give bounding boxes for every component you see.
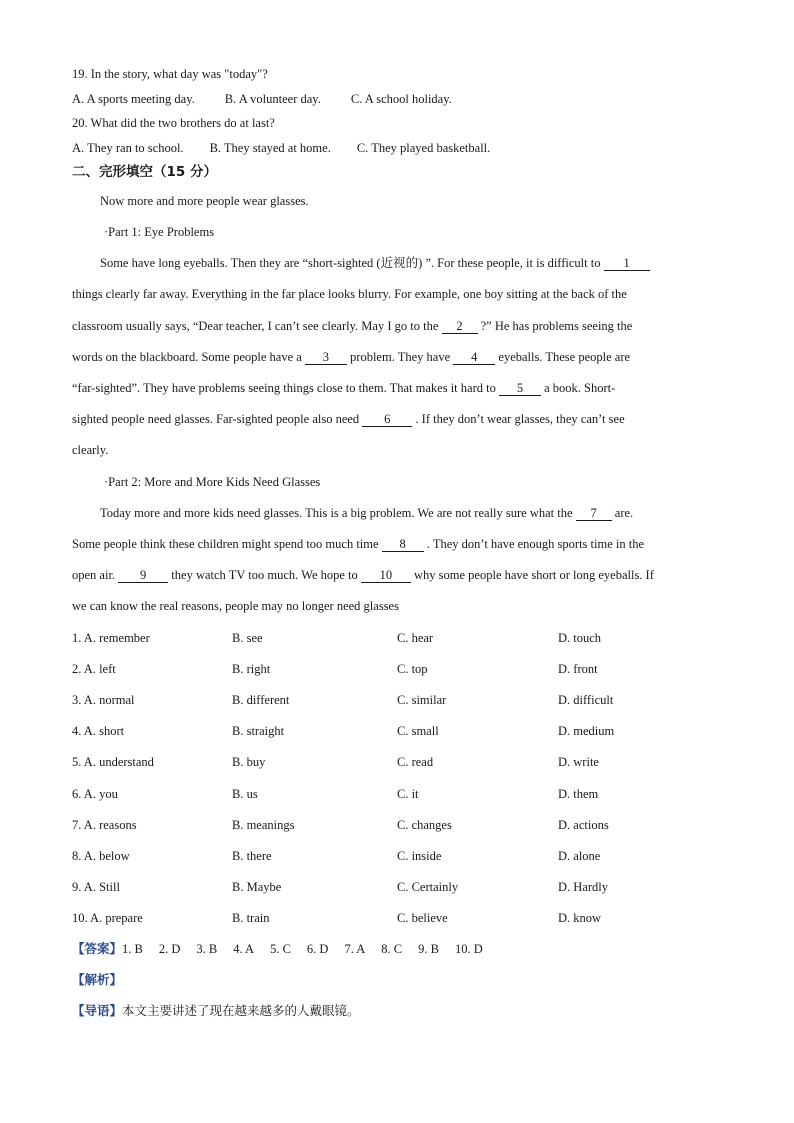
answer-item: 9. B — [418, 942, 439, 956]
choice-c[interactable]: C. similar — [397, 693, 447, 707]
blank-5[interactable]: 5 — [499, 382, 541, 396]
choice-b[interactable]: B. right — [232, 662, 271, 676]
choice-a[interactable]: 10. A. prepare — [72, 911, 143, 925]
choice-c[interactable]: C. top — [397, 662, 428, 676]
analysis-heading — [72, 972, 122, 988]
answer-item: 7. A — [344, 942, 366, 956]
option: B. A volunteer day. — [224, 92, 321, 106]
question-19-stem: 19. In the story, what day was "today"? — [72, 67, 268, 81]
blank-9[interactable]: 9 — [118, 569, 168, 583]
choice-c[interactable]: C. read — [397, 755, 434, 769]
choice-b[interactable]: B. meanings — [232, 818, 295, 832]
passage-line: classroom usually says, “Dear teacher, I can’t see clearly. May I go to the 2 ?” He has problems seeing the — [72, 319, 633, 333]
choice-b[interactable]: B. different — [232, 693, 290, 707]
analysis-tag: 【解析】 — [72, 972, 123, 987]
answer-key — [72, 941, 499, 957]
answer-item: 1. B — [122, 942, 143, 956]
choice-d[interactable]: D. write — [558, 755, 599, 769]
blank-6[interactable]: 6 — [362, 413, 412, 427]
choice-d[interactable]: D. know — [558, 911, 602, 925]
passage-line: open air. 9 they watch TV too much. We hope to 10 why some people have short or long eyeballs. If — [72, 568, 654, 582]
choice-c[interactable]: C. Certainly — [397, 880, 459, 894]
option: C. A school holiday. — [350, 92, 452, 106]
answer-item: 5. C — [270, 942, 291, 956]
choice-a[interactable]: 6. A. you — [72, 787, 118, 801]
choice-c[interactable]: C. inside — [397, 849, 442, 863]
choice-a[interactable]: 9. A. Still — [72, 880, 120, 894]
choice-b[interactable]: B. see — [232, 631, 263, 645]
choice-b[interactable]: B. buy — [232, 755, 266, 769]
question-20-options — [72, 140, 516, 156]
part2-title: ·Part 2: More and More Kids Need Glasses — [104, 475, 321, 489]
passage-line: words on the blackboard. Some people have a 3 problem. They have 4 eyeballs. These people are — [72, 350, 631, 364]
choice-d[interactable]: D. them — [558, 787, 599, 801]
choice-a[interactable]: 4. A. short — [72, 724, 125, 738]
choice-b[interactable]: B. Maybe — [232, 880, 282, 894]
passage-line: Some have long eyeballs. Then they are “short-sighted (近视的) ”. For these people, it is difficult to 1 — [100, 255, 650, 271]
choice-d[interactable]: D. front — [558, 662, 598, 676]
choice-d[interactable]: D. difficult — [558, 693, 614, 707]
choice-a[interactable]: 3. A. normal — [72, 693, 135, 707]
choice-b[interactable]: B. there — [232, 849, 272, 863]
blank-10[interactable]: 10 — [361, 569, 411, 583]
blank-4[interactable]: 4 — [453, 351, 495, 365]
option: C. They played basketball. — [356, 141, 491, 155]
question-20-stem: 20. What did the two brothers do at last? — [72, 116, 275, 130]
guide-line — [72, 1003, 360, 1019]
choice-c[interactable]: C. hear — [397, 631, 434, 645]
choice-a[interactable]: 2. A. left — [72, 662, 116, 676]
blank-7[interactable]: 7 — [576, 507, 612, 521]
choice-c[interactable]: C. believe — [397, 911, 448, 925]
option: A. A sports meeting day. — [72, 92, 195, 106]
blank-1[interactable]: 1 — [604, 257, 650, 271]
passage-line: sighted people need glasses. Far-sighted people also need 6 . If they don’t wear glasses, they can’t see — [72, 412, 625, 426]
passage-line: Some people think these children might spend too much time 8 . They don’t have enough sports time in the — [72, 537, 645, 551]
choice-a[interactable]: 8. A. below — [72, 849, 130, 863]
passage-line: things clearly far away. Everything in the far place looks blurry. For example, one boy sitting at the back of the — [72, 287, 627, 301]
answer-item: 8. C — [381, 942, 403, 956]
choice-d[interactable]: D. medium — [558, 724, 615, 738]
option: A. They ran to school. — [72, 141, 184, 155]
guide-tag: 【导语】 — [72, 1003, 123, 1018]
blank-2[interactable]: 2 — [442, 320, 478, 334]
section-title: 二、完形填空（15 分） — [72, 164, 217, 180]
answer-tag: 【答案】 — [72, 941, 123, 956]
guide-text: 本文主要讲述了现在越来越多的人戴眼镜。 — [122, 1003, 360, 1018]
choice-b[interactable]: B. train — [232, 911, 270, 925]
choice-d[interactable]: D. touch — [558, 631, 602, 645]
answer-item: 10. D — [454, 942, 483, 956]
answer-item: 6. D — [306, 942, 329, 956]
passage-line: clearly. — [72, 443, 109, 457]
question-19-options — [72, 91, 478, 107]
choice-c[interactable]: C. small — [397, 724, 439, 738]
choice-c[interactable]: C. it — [397, 787, 419, 801]
choice-a[interactable]: 5. A. understand — [72, 755, 154, 769]
choice-c[interactable]: C. changes — [397, 818, 452, 832]
passage-intro: Now more and more people wear glasses. — [100, 194, 309, 208]
passage-line: “far-sighted”. They have problems seeing things close to them. That makes it hard to 5 a book. Short- — [72, 381, 616, 395]
part1-title: ·Part 1: Eye Problems — [104, 225, 215, 239]
choice-b[interactable]: B. straight — [232, 724, 285, 738]
choice-a[interactable]: 1. A. remember — [72, 631, 150, 645]
choice-d[interactable]: D. Hardly — [558, 880, 608, 894]
answer-item: 4. A — [233, 942, 255, 956]
choice-d[interactable]: D. alone — [558, 849, 601, 863]
choice-a[interactable]: 7. A. reasons — [72, 818, 137, 832]
passage-line: Today more and more kids need glasses. This is a big problem. We are not really sure what the 7 are. — [100, 506, 634, 520]
answer-item: 3. B — [196, 942, 218, 956]
option: B. They stayed at home. — [209, 141, 331, 155]
choice-b[interactable]: B. us — [232, 787, 258, 801]
blank-3[interactable]: 3 — [305, 351, 347, 365]
blank-8[interactable]: 8 — [382, 538, 424, 552]
choice-d[interactable]: D. actions — [558, 818, 609, 832]
answer-item: 2. D — [158, 942, 181, 956]
passage-line: we can know the real reasons, people may no longer need glasses — [72, 599, 399, 613]
